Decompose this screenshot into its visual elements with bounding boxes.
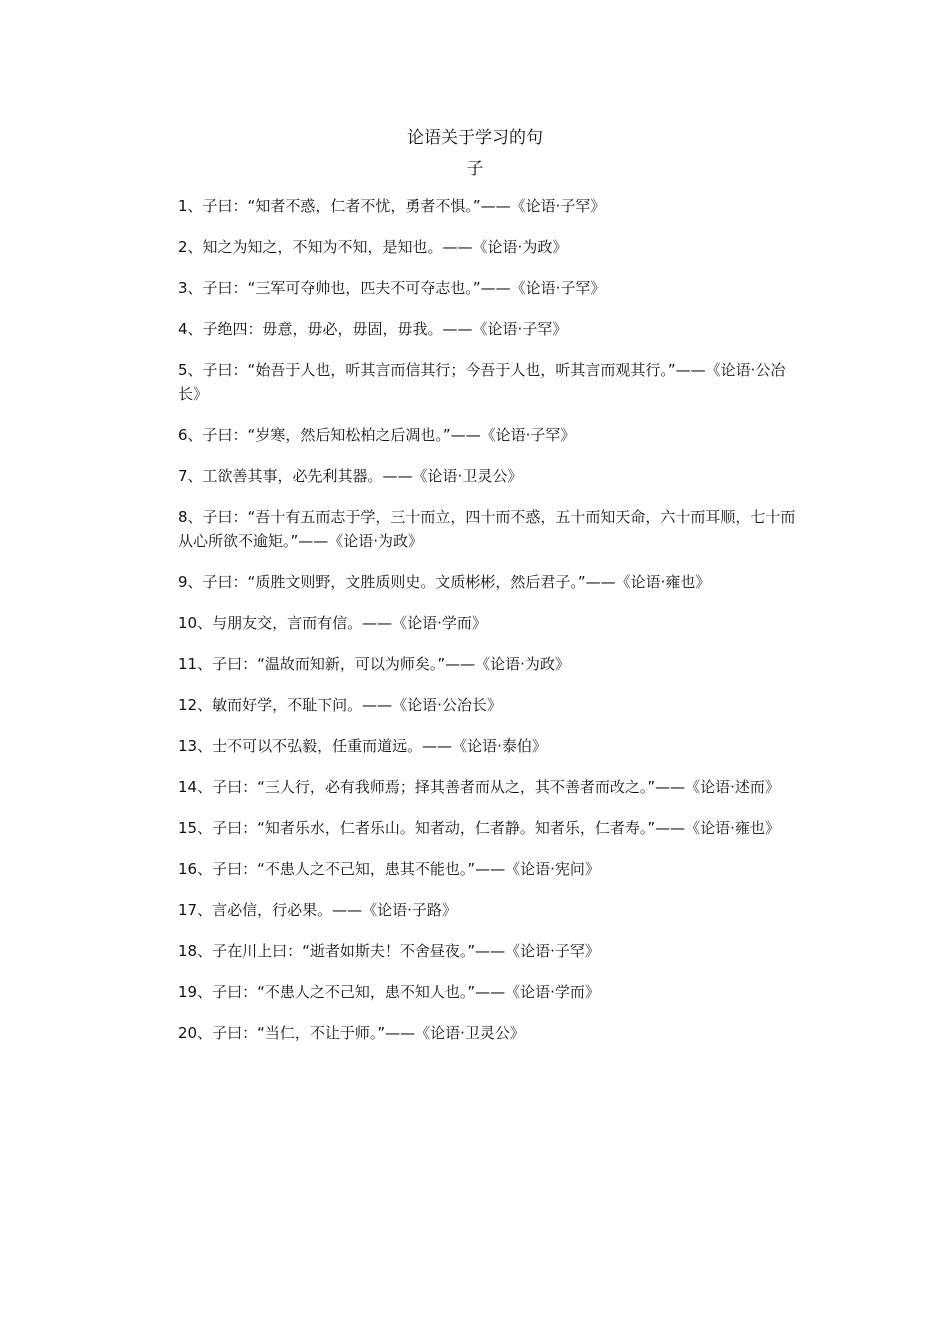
quote-item	[178, 570, 806, 594]
quote-text: 敏而好学，不耻下问。——《论语·公冶长》	[212, 696, 502, 714]
quote-text: 子在川上曰：“逝者如斯夫！不舍昼夜。”——《论语·子罕》	[212, 942, 600, 960]
quote-number: 6、	[178, 426, 203, 444]
quote-text: 子曰：“知者不惑，仁者不忧，勇者不惧。”——《论语·子罕》	[202, 197, 606, 215]
quote-number: 10、	[178, 614, 213, 632]
quote-number: 8、	[178, 508, 203, 526]
quote-number: 16、	[178, 860, 213, 878]
quote-text: 子曰：“当仁，不让于师。”——《论语·卫灵公》	[212, 1024, 525, 1042]
quote-item	[178, 898, 806, 922]
quote-text: 子曰：“不患人之不己知，患其不能也。”——《论语·宪问》	[212, 860, 600, 878]
document-title: 论语关于学习的句	[407, 128, 543, 148]
quote-text: 工欲善其事，必先利其器。——《论语·卫灵公》	[202, 467, 523, 485]
quote-item	[178, 816, 806, 840]
quote-item	[178, 775, 806, 799]
quote-text: 子曰：“三军可夺帅也，匹夫不可夺志也。”——《论语·子罕》	[202, 279, 606, 297]
quote-number: 4、	[178, 320, 203, 338]
quote-item	[178, 317, 806, 341]
quote-text: 言必信，行必果。——《论语·子路》	[212, 901, 457, 919]
quote-number: 7、	[178, 467, 203, 485]
quote-item	[178, 652, 806, 676]
quote-text: 子曰：“知者乐水，仁者乐山。知者动，仁者静。知者乐，仁者寿。”——《论语·雍也》	[212, 819, 780, 837]
document-title-continuation: 子	[466, 159, 484, 179]
quote-number: 13、	[178, 737, 213, 755]
quote-text: 知之为知之，不知为不知，是知也。——《论语·为政》	[202, 238, 568, 256]
quote-item	[178, 734, 806, 758]
quote-number: 3、	[178, 279, 203, 297]
quote-text: 子曰：“三人行，必有我师焉；择其善者而从之，其不善者而改之。”——《论语·述而》	[212, 778, 780, 796]
quote-item	[178, 505, 806, 553]
quote-text: 子曰：“质胜文则野，文胜质则史。文质彬彬，然后君子。”——《论语·雍也》	[202, 573, 711, 591]
quote-text: 子曰：“始吾于人也，听其言而信其行；今吾于人也，听其言而观其行。”——《论语·公冶长》	[178, 361, 786, 403]
quote-number: 12、	[178, 696, 213, 714]
quote-item	[178, 693, 806, 717]
quote-number: 1、	[178, 197, 203, 215]
quote-item	[178, 194, 806, 218]
quote-item	[178, 980, 806, 1004]
quote-text: 子曰：“吾十有五而志于学，三十而立，四十而不惑，五十而知天命，六十而耳顺，七十而从心所欲不逾矩。”——《论语·为政》	[178, 508, 796, 550]
quote-number: 11、	[178, 655, 213, 673]
quote-item	[178, 423, 806, 447]
quote-number: 2、	[178, 238, 203, 256]
quote-item	[178, 276, 806, 300]
quote-number: 9、	[178, 573, 203, 591]
quote-item	[178, 1021, 806, 1045]
quote-text: 子曰：“温故而知新，可以为师矣。”——《论语·为政》	[212, 655, 570, 673]
quote-number: 15、	[178, 819, 213, 837]
quote-number: 17、	[178, 901, 213, 919]
quote-item	[178, 358, 806, 406]
quote-text: 士不可以不弘毅，任重而道远。——《论语·泰伯》	[212, 737, 547, 755]
quote-item	[178, 235, 806, 259]
quote-number: 14、	[178, 778, 213, 796]
quote-text: 与朋友交，言而有信。——《论语·学而》	[212, 614, 487, 632]
quote-item	[178, 857, 806, 881]
quote-text: 子绝四：毋意，毋必，毋固，毋我。——《论语·子罕》	[202, 320, 568, 338]
quote-number: 5、	[178, 361, 203, 379]
quote-number: 19、	[178, 983, 213, 1001]
quote-list	[178, 194, 806, 1062]
quote-number: 20、	[178, 1024, 213, 1042]
quote-text: 子曰：“不患人之不己知，患不知人也。”——《论语·学而》	[212, 983, 600, 1001]
quote-item	[178, 464, 806, 488]
quote-number: 18、	[178, 942, 213, 960]
quote-item	[178, 939, 806, 963]
quote-item	[178, 611, 806, 635]
quote-text: 子曰：“岁寒，然后知松柏之后凋也。”——《论语·子罕》	[202, 426, 576, 444]
